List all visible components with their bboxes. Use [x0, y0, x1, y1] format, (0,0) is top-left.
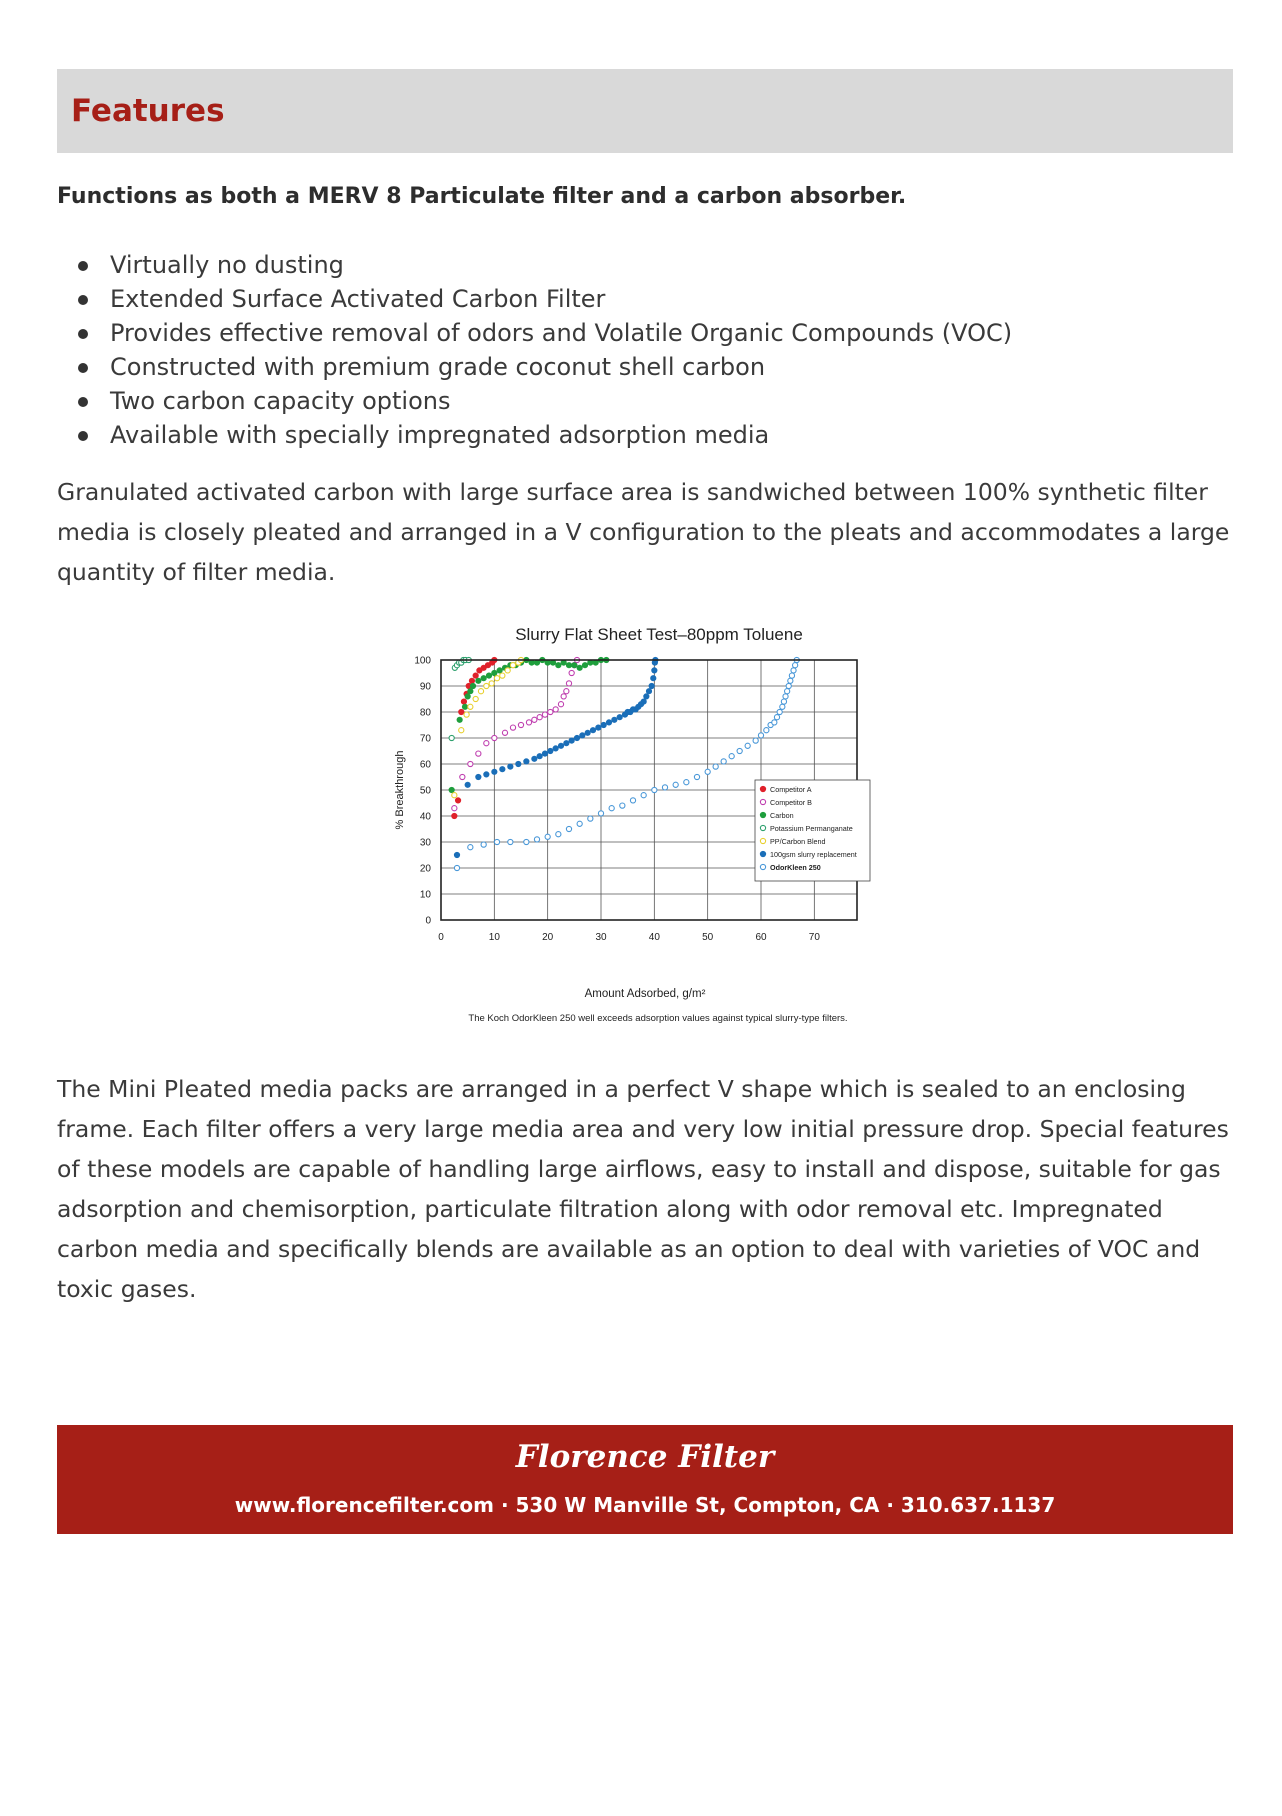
- y-tick-label: 90: [419, 681, 431, 693]
- data-point: [532, 717, 537, 722]
- data-point: [617, 714, 623, 720]
- data-point: [462, 704, 468, 710]
- data-point: [502, 730, 507, 735]
- data-point: [662, 785, 667, 790]
- data-point: [772, 720, 777, 725]
- data-point: [468, 704, 473, 709]
- data-point: [574, 735, 580, 741]
- data-point: [461, 699, 467, 705]
- data-point: [620, 803, 625, 808]
- data-point: [516, 761, 522, 767]
- footer-band: [57, 1425, 1233, 1534]
- legend-marker: [760, 851, 765, 856]
- data-point: [556, 662, 562, 668]
- data-point: [484, 683, 489, 688]
- description-paragraph: The Mini Pleated media packs are arranged in a perfect V shape which is sealed to an enclosing frame. Each filter offers a very large media area and very low initial pressure drop. Special features of these models are capable of handling large airflows, easy to install and dispose, suitable for gas adsorption and chemisorption, particulate filtration along with odor removal etc. Impregnated carbon media and specifically blends are available as an option to deal with varieties of VOC and toxic gases.: [57, 1075, 1229, 1303]
- feature-list: [57, 248, 1012, 452]
- data-point: [452, 806, 457, 811]
- data-point: [641, 699, 647, 705]
- data-point: [489, 681, 494, 686]
- data-point: [505, 668, 510, 673]
- data-point: [585, 730, 591, 736]
- data-point: [484, 741, 489, 746]
- data-point: [524, 759, 530, 765]
- data-point: [510, 663, 515, 668]
- x-tick-label: 50: [702, 932, 714, 943]
- data-point: [684, 780, 689, 785]
- contact-line: www.florencefilter.com · 530 W Manville St, Compton, CA · 310.637.1137: [234, 1493, 1056, 1517]
- data-point: [561, 694, 566, 699]
- data-point: [630, 798, 635, 803]
- legend-marker: [760, 812, 765, 817]
- data-point: [705, 769, 710, 774]
- data-point: [486, 673, 492, 679]
- data-point: [577, 821, 582, 826]
- y-axis-label: % Breakthrough: [394, 750, 406, 830]
- data-point: [455, 798, 461, 804]
- y-tick-label: 20: [419, 863, 431, 875]
- data-point: [558, 743, 564, 749]
- data-point: [785, 689, 790, 694]
- legend-marker: [760, 838, 765, 843]
- x-tick-label: 20: [542, 932, 554, 943]
- data-point: [454, 865, 459, 870]
- data-point: [537, 715, 542, 720]
- data-point: [588, 816, 593, 821]
- data-point: [793, 663, 798, 668]
- data-point: [553, 707, 558, 712]
- data-point: [460, 774, 465, 779]
- data-point: [468, 761, 473, 766]
- data-point: [468, 845, 473, 850]
- data-point: [470, 683, 476, 689]
- chart-svg: [385, 616, 905, 1036]
- data-point: [780, 704, 785, 709]
- bullet-icon: [78, 329, 88, 339]
- data-point: [572, 662, 578, 668]
- data-point: [492, 735, 497, 740]
- data-point: [758, 733, 763, 738]
- data-point: [789, 673, 794, 678]
- features-heading: Features: [71, 93, 225, 129]
- data-point: [781, 699, 786, 704]
- y-tick-label: 0: [425, 915, 431, 927]
- data-point: [532, 756, 538, 762]
- x-tick-label: 30: [595, 932, 607, 943]
- data-point: [484, 772, 490, 778]
- data-point: [452, 793, 457, 798]
- data-point: [457, 717, 463, 723]
- data-point: [508, 764, 514, 770]
- list-item: Two carbon capacity options: [57, 384, 1012, 418]
- bullet-icon: [78, 261, 88, 271]
- brand-logo: Florence Filter: [515, 1439, 775, 1475]
- data-point: [609, 806, 614, 811]
- data-point: [558, 702, 563, 707]
- data-point: [518, 722, 523, 727]
- data-point: [601, 722, 607, 728]
- legend-marker: [760, 799, 765, 804]
- data-point: [542, 751, 548, 757]
- data-point: [646, 688, 652, 694]
- x-tick-label: 70: [808, 932, 820, 943]
- data-point: [481, 842, 486, 847]
- data-point: [510, 725, 515, 730]
- list-item: Constructed with premium grade coconut shell carbon: [57, 350, 1012, 384]
- bullet-icon: [78, 431, 88, 441]
- data-point: [577, 665, 583, 671]
- data-point: [473, 673, 479, 679]
- data-point: [566, 681, 571, 686]
- data-point: [566, 826, 571, 831]
- data-point: [650, 675, 656, 681]
- legend-label: Potassium Permanganate: [770, 824, 853, 833]
- data-point: [580, 733, 586, 739]
- data-point: [478, 689, 483, 694]
- data-point: [545, 834, 550, 839]
- data-point: [465, 694, 471, 700]
- y-tick-label: 10: [419, 889, 431, 901]
- legend-marker: [760, 825, 765, 830]
- data-point: [641, 793, 646, 798]
- y-tick-label: 100: [414, 655, 431, 667]
- data-point: [590, 727, 596, 733]
- x-tick-label: 60: [755, 932, 767, 943]
- legend-marker: [760, 864, 765, 869]
- data-point: [694, 774, 699, 779]
- y-tick-label: 70: [419, 733, 431, 745]
- data-point: [652, 668, 658, 674]
- features-header-band: [57, 69, 1233, 153]
- x-tick-label: 0: [438, 932, 444, 943]
- data-point: [548, 748, 554, 754]
- data-point: [777, 709, 782, 714]
- data-point: [508, 839, 513, 844]
- y-tick-label: 80: [419, 707, 431, 719]
- data-point: [542, 712, 547, 717]
- data-point: [452, 813, 458, 819]
- chart-caption: The Koch OdorKleen 250 well exceeds adsorption values against typical slurry-type filters.: [468, 1013, 848, 1024]
- data-point: [729, 754, 734, 759]
- data-point: [454, 852, 460, 858]
- y-tick-label: 60: [419, 759, 431, 771]
- y-tick-label: 40: [419, 811, 431, 823]
- data-point: [721, 759, 726, 764]
- data-point: [745, 743, 750, 748]
- data-point: [492, 670, 498, 676]
- legend-marker: [760, 786, 765, 791]
- legend-label: OdorKleen 250: [770, 863, 821, 872]
- data-point: [596, 725, 602, 731]
- data-point: [598, 811, 603, 816]
- data-point: [737, 748, 742, 753]
- data-point: [569, 670, 574, 675]
- legend-label: Carbon: [770, 811, 794, 820]
- data-point: [788, 678, 793, 683]
- data-point: [524, 839, 529, 844]
- data-point: [469, 678, 475, 684]
- data-point: [465, 782, 471, 788]
- legend-label: 100gsm slurry replacement: [770, 850, 857, 859]
- x-tick-label: 10: [488, 932, 500, 943]
- list-item: Available with specially impregnated adsorption media: [57, 418, 1012, 452]
- data-point: [612, 717, 618, 723]
- data-point: [582, 662, 588, 668]
- data-point: [473, 696, 478, 701]
- data-point: [786, 683, 791, 688]
- data-point: [564, 689, 569, 694]
- data-point: [564, 740, 570, 746]
- data-point: [534, 837, 539, 842]
- data-point: [548, 709, 553, 714]
- y-tick-label: 30: [419, 837, 431, 849]
- data-point: [764, 728, 769, 733]
- data-point: [673, 782, 678, 787]
- data-point: [459, 728, 464, 733]
- data-point: [783, 694, 788, 699]
- data-point: [492, 769, 498, 775]
- data-point: [753, 738, 758, 743]
- data-point: [713, 764, 718, 769]
- description-paragraph: Granulated activated carbon with large surface area is sandwiched between 100% synthetic filter media is closely pleated and arranged in a V configuration to the pleats and accommodates a large quantity of filter media.: [57, 478, 1230, 586]
- data-point: [569, 738, 575, 744]
- chart-legend: [755, 780, 870, 881]
- data-point: [500, 766, 506, 772]
- legend-label: PP/Carbon Blend: [770, 837, 826, 846]
- data-point: [553, 746, 559, 752]
- data-point: [500, 673, 505, 678]
- chart-title: Slurry Flat Sheet Test–80ppm Toluene: [515, 625, 803, 644]
- list-item: Extended Surface Activated Carbon Filter: [57, 282, 1012, 316]
- data-point: [458, 709, 464, 715]
- list-item: Virtually no dusting: [57, 248, 1012, 282]
- data-point: [476, 751, 481, 756]
- data-point: [481, 675, 487, 681]
- data-point: [494, 676, 499, 681]
- data-point: [606, 720, 612, 726]
- data-point: [464, 712, 469, 717]
- data-point: [556, 832, 561, 837]
- list-item: Provides effective removal of odors and Volatile Organic Compounds (VOC): [57, 316, 1012, 350]
- bullet-icon: [78, 295, 88, 305]
- data-point: [537, 753, 543, 759]
- breakthrough-chart: [385, 616, 905, 1036]
- data-point: [774, 715, 779, 720]
- data-point: [649, 683, 655, 689]
- data-point: [652, 787, 657, 792]
- legend-label: Competitor B: [770, 798, 812, 807]
- data-point: [526, 720, 531, 725]
- y-tick-label: 50: [419, 785, 431, 797]
- x-tick-label: 40: [648, 932, 660, 943]
- data-point: [566, 662, 572, 668]
- data-point: [449, 787, 455, 793]
- data-point: [644, 694, 650, 700]
- data-point: [449, 735, 454, 740]
- bullet-icon: [78, 397, 88, 407]
- data-point: [476, 774, 482, 780]
- data-point: [468, 688, 474, 694]
- subheading: Functions as both a MERV 8 Particulate filter and a carbon absorber.: [57, 184, 907, 209]
- bullet-icon: [78, 363, 88, 373]
- x-axis-label: Amount Adsorbed, g/m²: [584, 988, 706, 1000]
- data-point: [494, 839, 499, 844]
- data-point: [791, 668, 796, 673]
- legend-label: Competitor A: [770, 785, 812, 794]
- data-point: [476, 678, 482, 684]
- data-point: [497, 668, 503, 674]
